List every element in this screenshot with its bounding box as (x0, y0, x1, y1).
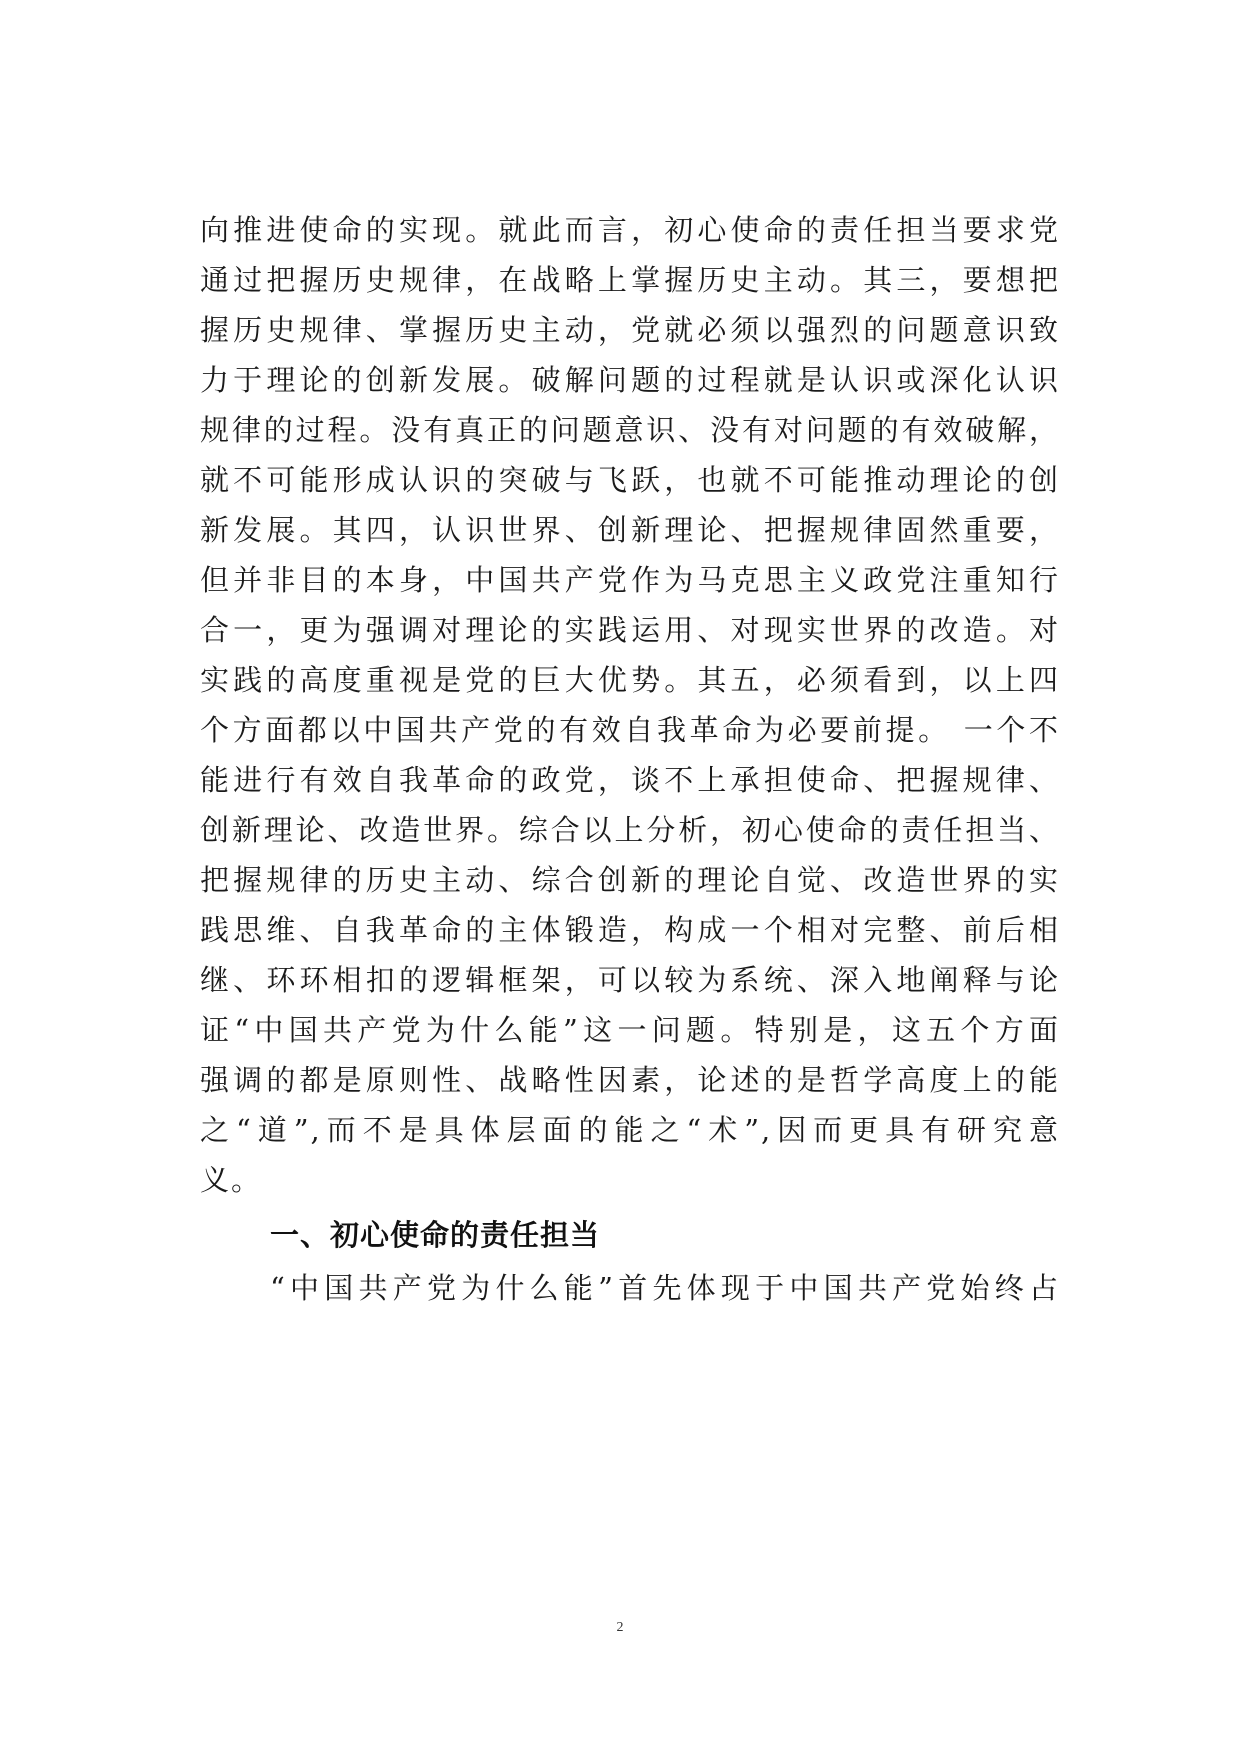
text-line: 新发展。其四，认识世界、创新理论、把握规律固然重要， (200, 513, 1060, 547)
section-first-line: “中国共产党为什么能”首先体现于中国共产党始终占 (270, 1271, 1060, 1305)
text-line: 之“道”,而不是具体层面的能之“术”,因而更具有研究意 (200, 1113, 1060, 1147)
text-line: 合一，更为强调对理论的实践运用、对现实世界的改造。对 (200, 613, 1060, 647)
text-line: 证“中国共产党为什么能”这一问题。特别是，这五个方面 (200, 1013, 1060, 1047)
text-line: 把握规律的历史主动、综合创新的理论自觉、改造世界的实 (200, 863, 1060, 897)
text-line: 通过把握历史规律，在战略上掌握历史主动。其三，要想把 (200, 263, 1060, 297)
body-text (200, 205, 1060, 1313)
text-line: 向推进使命的实现。就此而言，初心使命的责任担当要求党 (200, 213, 1060, 247)
text-line: 握历史规律、掌握历史主动，党就必须以强烈的问题意识致 (200, 313, 1060, 347)
text-line: 规律的过程。没有真正的问题意识、没有对问题的有效破解， (200, 413, 1060, 447)
text-line: 继、环环相扣的逻辑框架，可以较为系统、深入地阐释与论 (200, 963, 1060, 997)
text-line: 实践的高度重视是党的巨大优势。其五，必须看到，以上四 (200, 663, 1060, 697)
text-line: 创新理论、改造世界。综合以上分析，初心使命的责任担当、 (200, 813, 1060, 847)
text-line: 就不可能形成认识的突破与飞跃，也就不可能推动理论的创 (200, 463, 1060, 497)
text-line: 力于理论的创新发展。破解问题的过程就是认识或深化认识 (200, 363, 1060, 397)
text-line: 个方面都以中国共产党的有效自我革命为必要前提。 一个不 (200, 713, 1060, 747)
text-line: 但并非目的本身，中国共产党作为马克思主义政党注重知行 (200, 563, 1060, 597)
page-number: 2 (616, 1620, 624, 1635)
text-line: 义。 (200, 1163, 263, 1197)
section-heading: 一、初心使命的责任担当 (270, 1218, 601, 1252)
text-line: 强调的都是原则性、战略性因素，论述的是哲学高度上的能 (200, 1063, 1060, 1097)
text-line: 能进行有效自我革命的政党，谈不上承担使命、把握规律、 (200, 763, 1060, 797)
text-line: 践思维、自我革命的主体锻造，构成一个相对完整、前后相 (200, 913, 1060, 947)
